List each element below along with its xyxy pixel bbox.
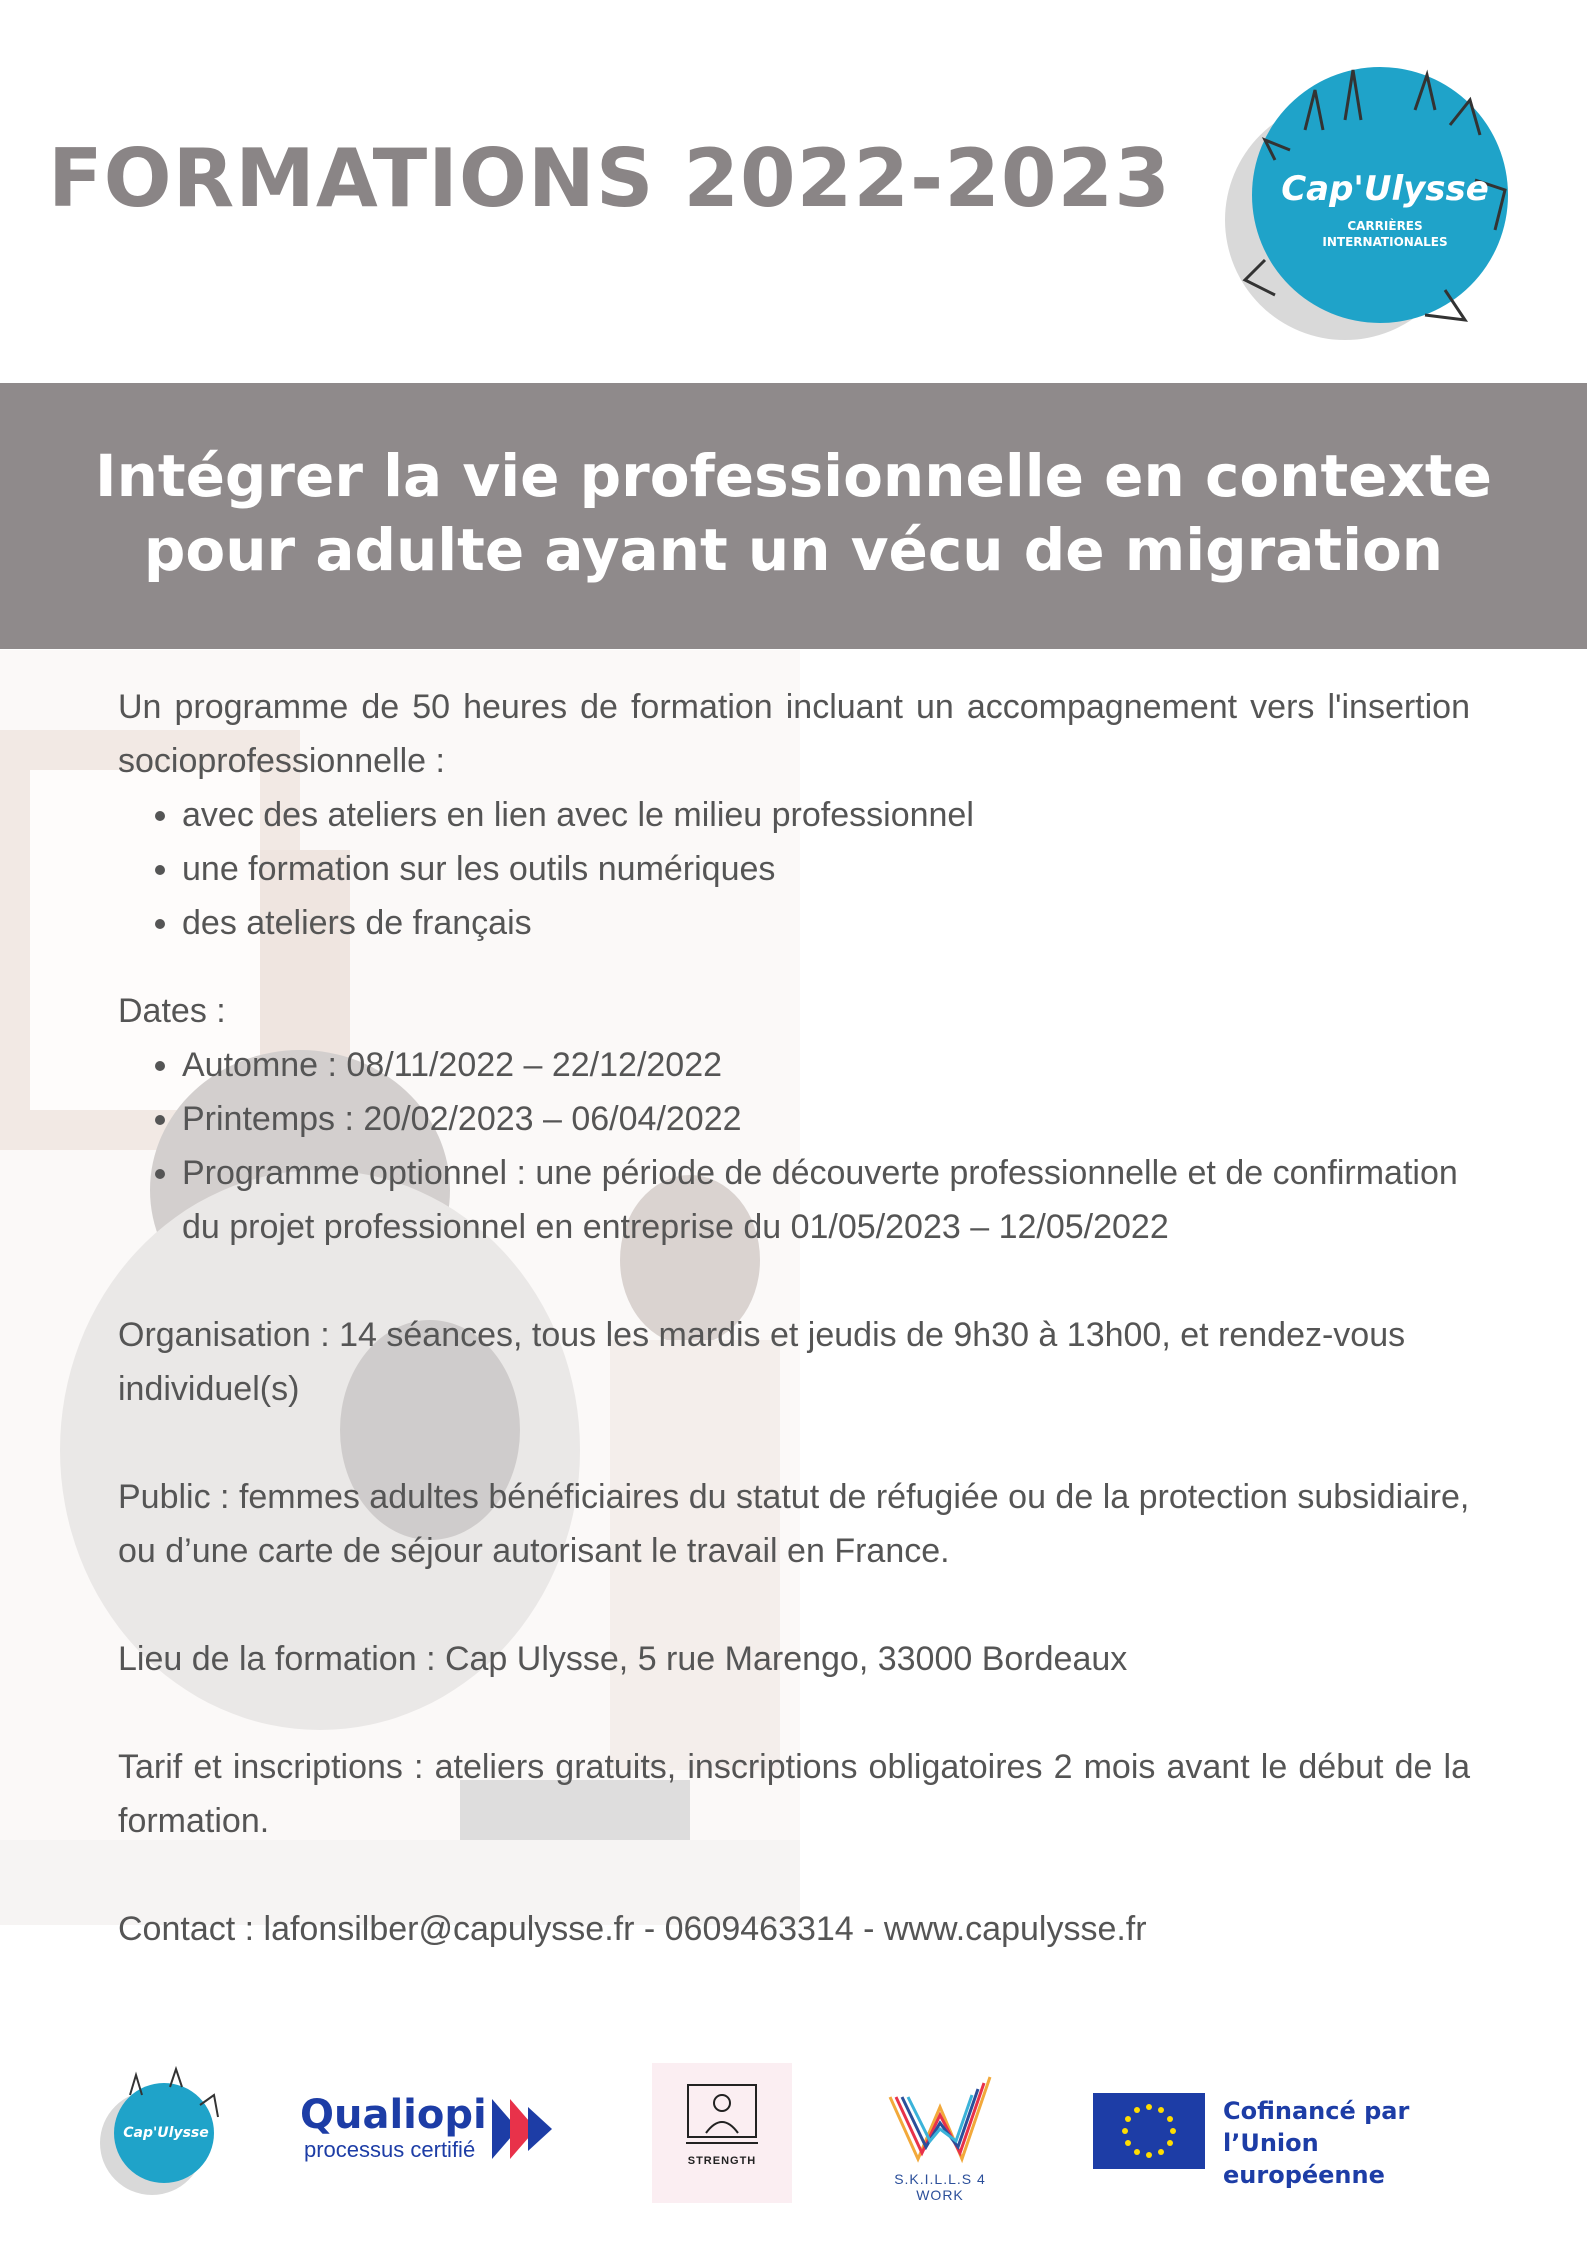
list-item: • une formation sur les outils numériques (182, 842, 1470, 896)
eu-cofunded-logo (1093, 2093, 1443, 2189)
qualiopi-name: Qualiopi (300, 2092, 487, 2138)
intro-list (118, 788, 1470, 950)
skills-label: S.K.I.L.L.S 4 WORK (894, 2171, 986, 2203)
location-text: Lieu de la formation : Cap Ulysse, 5 rue Marengo, 33000 Bordeaux (118, 1640, 1128, 1678)
logo-name: Cap'Ulysse (123, 2125, 209, 2141)
list-item: • des ateliers de français (182, 896, 1470, 950)
dates-list (118, 1038, 1470, 1254)
list-item: • Printemps : 20/02/2023 – 06/04/2022 (182, 1092, 1470, 1146)
strength-logo (652, 2063, 792, 2203)
intro-text: Un programme de 50 heures de formation incluant un accompagnement vers l'insertion socioprofessionnelle : (118, 688, 1470, 780)
qualiopi-subtitle: processus certifié (304, 2137, 476, 2162)
public-text: Public : femmes adultes bénéficiaires du statut de réfugiée ou de la protection subsidiaire, ou d’une carte de séjour autorisant le travail en France. (118, 1478, 1470, 1570)
list-item: • Programme optionnel : une période de découverte professionnelle et de confirmation du projet professionnel en entreprise du 01/05/2023 – 12/05/2022 (182, 1146, 1470, 1254)
banner-line-1: Intégrer la vie professionnelle en contexte (94, 442, 1492, 510)
strength-figure-icon (686, 2083, 758, 2149)
skills4work-logo (870, 2067, 1010, 2203)
strength-label: STRENGTH (687, 2155, 757, 2167)
eu-flag-icon (1093, 2093, 1205, 2169)
cap-ulysse-logo (1195, 30, 1535, 350)
dates-label: Dates : (118, 992, 226, 1030)
contact-text: Contact : lafonsilber@capulysse.fr - 0609463314 - www.capulysse.fr (118, 1910, 1147, 1948)
cap-ulysse-small-logo (90, 2065, 230, 2205)
list-item: • Automne : 08/11/2022 – 22/12/2022 (182, 1038, 1470, 1092)
eu-line-1: Cofinancé par (1223, 2097, 1410, 2125)
pricing-text: Tarif et inscriptions : ateliers gratuits, inscriptions obligatoires 2 mois avant le début de la formation. (118, 1748, 1470, 1840)
qualiopi-arrows-icon (492, 2099, 562, 2159)
page-title: FORMATIONS 2022-2023 (48, 132, 1171, 225)
skills-w-icon (880, 2067, 1000, 2167)
partner-logos (0, 2045, 1587, 2205)
list-item: • avec des ateliers en lien avec le milieu professionnel (182, 788, 1470, 842)
subtitle-banner (0, 383, 1587, 649)
organisation-text: Organisation : 14 séances, tous les mardis et jeudis de 9h30 à 13h00, et rendez-vous individuel(s) (118, 1316, 1406, 1408)
logo-tagline-2: INTERNATIONALES (1322, 235, 1448, 249)
logo-name: Cap'Ulysse (1281, 169, 1489, 209)
banner-line-2: pour adulte ayant un vécu de migration (143, 516, 1444, 584)
logo-tagline-1: CARRIÈRES (1347, 219, 1423, 233)
eu-line-2: l’Union européenne (1223, 2129, 1385, 2189)
main-content (118, 680, 1470, 1956)
qualiopi-logo (300, 2093, 560, 2173)
